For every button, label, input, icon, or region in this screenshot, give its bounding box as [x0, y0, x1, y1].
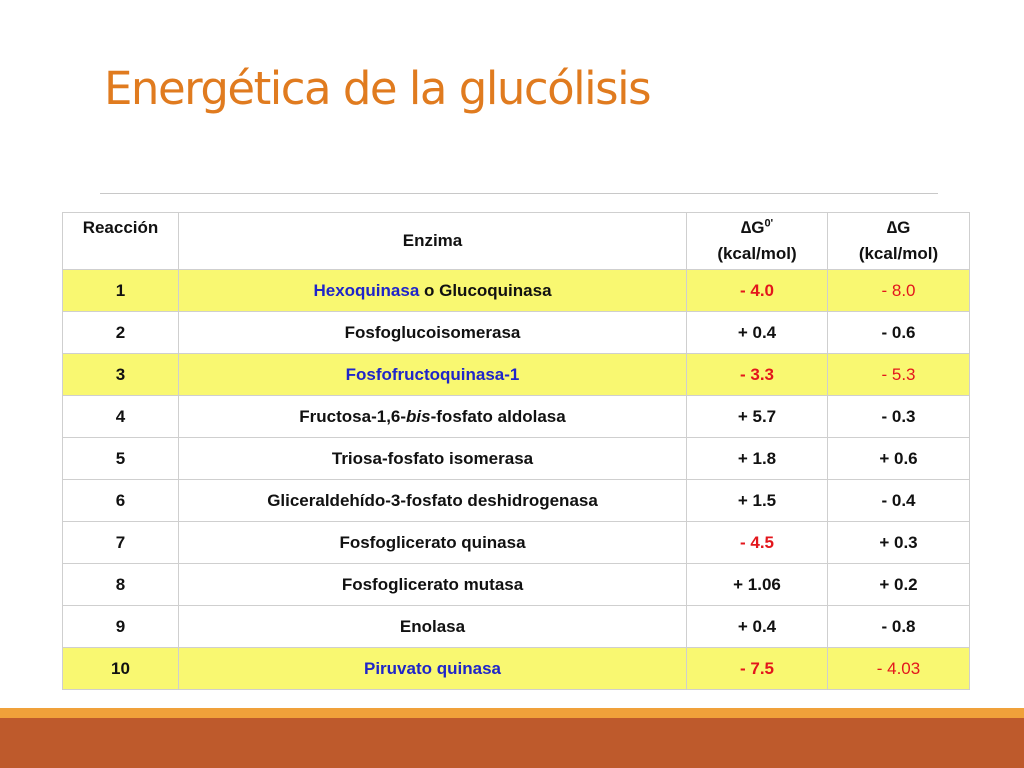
delta-g-cell: - 0.3	[828, 396, 970, 438]
enzyme-name-part: -fosfato aldolasa	[430, 406, 566, 426]
delta-g-unit: (kcal/mol)	[858, 244, 939, 263]
delta-g-cell: + 0.2	[828, 564, 970, 606]
table-row	[63, 438, 970, 480]
header-reaccion: Reacción	[63, 213, 179, 270]
reaccion-cell: 1	[63, 270, 179, 312]
header-delta-g0	[687, 213, 828, 270]
delta-g-cell: - 0.4	[828, 480, 970, 522]
delta-g-cell: - 0.6	[828, 312, 970, 354]
table-row	[63, 606, 970, 648]
delta-g-cell: - 4.03	[828, 648, 970, 690]
enzyme-name-highlight: Hexoquinasa	[313, 280, 420, 300]
delta-g0-cell: + 1.5	[687, 480, 828, 522]
delta-g-cell: + 0.3	[828, 522, 970, 564]
header-delta-g	[828, 213, 970, 270]
delta-g0-superscript: 0'	[764, 217, 774, 229]
enzyme-name-part: Fructosa-1,6-	[299, 406, 407, 426]
table-row	[63, 522, 970, 564]
delta-g0-cell: - 3.3	[687, 354, 828, 396]
reaccion-cell: 4	[63, 396, 179, 438]
reaccion-cell: 3	[63, 354, 179, 396]
reaccion-cell: 8	[63, 564, 179, 606]
glycolysis-energy-table	[62, 212, 970, 690]
delta-g0-cell: + 5.7	[687, 396, 828, 438]
table-row	[63, 270, 970, 312]
enzima-cell: Fosfofructoquinasa-1	[179, 354, 687, 396]
table-row	[63, 354, 970, 396]
delta-g0-cell: - 4.0	[687, 270, 828, 312]
delta-g0-symbol: ∆G	[740, 217, 765, 237]
header-enzima: Enzima	[179, 213, 687, 270]
reaccion-cell: 9	[63, 606, 179, 648]
delta-g0-cell: + 1.06	[687, 564, 828, 606]
delta-g-cell: - 8.0	[828, 270, 970, 312]
enzyme-name: o Glucoquinasa	[419, 280, 552, 300]
enzima-cell: Piruvato quinasa	[179, 648, 687, 690]
table-row	[63, 564, 970, 606]
reaccion-cell: 2	[63, 312, 179, 354]
table-row	[63, 648, 970, 690]
delta-g0-cell: + 0.4	[687, 312, 828, 354]
delta-g0-unit: (kcal/mol)	[717, 244, 797, 263]
delta-g0-cell: - 4.5	[687, 522, 828, 564]
enzima-cell	[179, 270, 687, 312]
slide-title: Energética de la glucólisis	[104, 62, 651, 115]
enzima-cell	[179, 396, 687, 438]
enzima-cell: Fosfoglicerato quinasa	[179, 522, 687, 564]
enzima-cell: Gliceraldehído-3-fosfato deshidrogenasa	[179, 480, 687, 522]
title-divider	[100, 193, 938, 194]
delta-g0-cell: - 7.5	[687, 648, 828, 690]
table-row	[63, 312, 970, 354]
reaccion-cell: 5	[63, 438, 179, 480]
delta-g-cell: + 0.6	[828, 438, 970, 480]
table-row	[63, 480, 970, 522]
enzima-cell: Enolasa	[179, 606, 687, 648]
table-row	[63, 396, 970, 438]
reaccion-cell: 10	[63, 648, 179, 690]
delta-g0-cell: + 1.8	[687, 438, 828, 480]
enzima-cell: Triosa-fosfato isomerasa	[179, 438, 687, 480]
enzima-cell: Fosfoglucoisomerasa	[179, 312, 687, 354]
enzyme-name-italic: bis	[406, 406, 431, 426]
footer-band	[0, 718, 1024, 768]
delta-g0-cell: + 0.4	[687, 606, 828, 648]
footer-accent-stripe	[0, 708, 1024, 718]
delta-g-symbol: ∆G	[886, 217, 911, 237]
reaccion-cell: 6	[63, 480, 179, 522]
table-header-row	[63, 213, 970, 270]
delta-g-cell: - 5.3	[828, 354, 970, 396]
delta-g-cell: - 0.8	[828, 606, 970, 648]
reaccion-cell: 7	[63, 522, 179, 564]
enzima-cell: Fosfoglicerato mutasa	[179, 564, 687, 606]
